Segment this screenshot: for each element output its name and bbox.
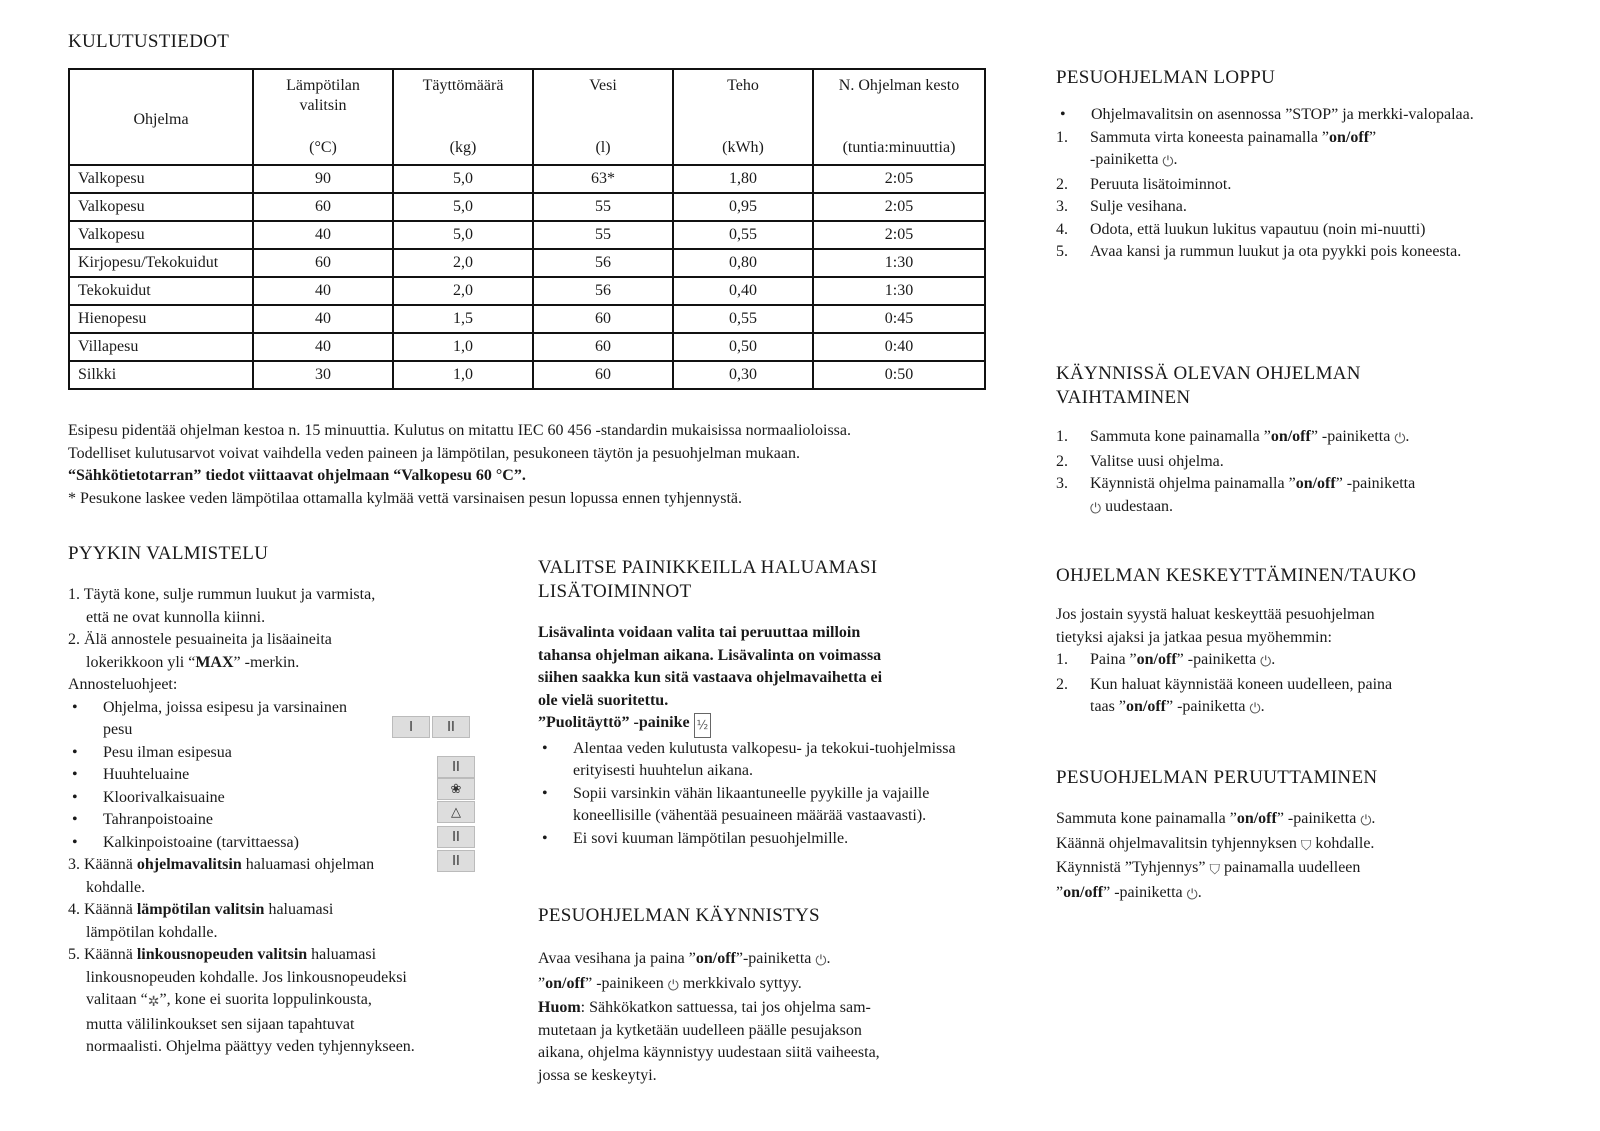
- end-step-2-text: Peruuta lisätoiminnot.: [1090, 175, 1232, 193]
- prep-step-2b: [68, 652, 488, 675]
- table-cell: Kirjopesu/Tekokuidut: [69, 249, 253, 277]
- dosing-item: • Pesu ilman esipesua: [68, 742, 368, 765]
- prep-step-4-text: 4. Käännä: [68, 901, 137, 918]
- table-cell: Hienopesu: [69, 305, 253, 333]
- end-step-5-text: Avaa kansi ja rummun luukut ja ota pyykki pois koneesta.: [1090, 243, 1462, 260]
- table-cell: 0,40: [673, 277, 813, 305]
- half-load-item: • Ei sovi kuuman lämpötilan pesuohjelmille.: [538, 828, 958, 851]
- table-row: [69, 193, 985, 221]
- prep-step-5d: mutta välilinkoukset sen sijaan tapahtuvat: [86, 1015, 355, 1033]
- table-cell: 2:05: [813, 221, 985, 249]
- table-cell: 40: [253, 305, 393, 333]
- end-bullet: • Ohjelmavalitsin on asennossa ”STOP” ja merkki-valopalaa.: [1056, 104, 1486, 127]
- note-energy-label: “Sähkötietotarran” tiedot viittaavat ohjelmaan “Valkopesu 60 °C”.: [68, 467, 526, 484]
- prep-section: [68, 584, 488, 1059]
- prep-step-5e: normaalisti. Ohjelma päättyy veden tyhjennykseen.: [86, 1038, 415, 1055]
- table-cell: 56: [533, 249, 673, 277]
- header-energy: [673, 69, 813, 165]
- half-load-list: [538, 738, 958, 851]
- change-step-1: 1. Sammuta kone painamalla ”on/off” -painiketta ⏻.: [1056, 426, 1486, 451]
- prep-step-1b: että ne ovat kunnolla kiinni.: [86, 608, 266, 626]
- table-cell: 1,0: [393, 361, 533, 389]
- table-header-row: [69, 69, 985, 165]
- no-spin-icon: ✲: [147, 994, 160, 1010]
- table-cell: 1,80: [673, 165, 813, 193]
- start-section: [538, 948, 958, 1087]
- table-row: [69, 333, 985, 361]
- start-line-1-end: ”-painiketta: [735, 950, 812, 967]
- table-cell: 60: [533, 361, 673, 389]
- compartment-ii-icon: II: [437, 850, 475, 872]
- power-icon: ⏻: [1394, 431, 1406, 447]
- half-load-heading: [538, 712, 958, 738]
- change-section: [1056, 426, 1486, 520]
- cancel-line-1: Sammuta kone painamalla ”on/off” -painiketta ⏻.: [1056, 808, 1486, 833]
- table-cell: 30: [253, 361, 393, 389]
- end-step-4-text: Odota, että luukun lukitus vapautuu (noin mi-nuutti): [1090, 220, 1426, 238]
- header-duration-label: N. Ohjelman kesto: [838, 77, 960, 94]
- table-cell: 1,5: [393, 305, 533, 333]
- header-temperature: [253, 69, 393, 165]
- change-step-1-end: ” -painiketta: [1310, 428, 1391, 445]
- cancel-line-4: ”on/off” -painiketta ⏻.: [1056, 882, 1486, 907]
- end-step-2: 2. Peruuta lisätoiminnot.: [1056, 175, 1232, 193]
- power-icon: ⏻: [1249, 701, 1261, 717]
- prep-step-3b: kohdalle.: [86, 878, 146, 896]
- half-load-icon: ½: [694, 713, 712, 738]
- table-row: [69, 305, 985, 333]
- start-line-2-end: merkkivalo syttyy.: [682, 974, 802, 992]
- cancel-line-2-end: kohdalle.: [1315, 834, 1375, 852]
- change-title: [1056, 362, 1361, 410]
- on-off-label: on/off: [1063, 883, 1104, 901]
- end-step-5: 5. Avaa kansi ja rummun luukut ja ota pyykki pois koneesta.: [1056, 243, 1462, 260]
- huom-label: Huom: [538, 999, 581, 1016]
- pause-step-2-text: Kun haluat käynnistää koneen uudelleen, paina: [1090, 675, 1393, 693]
- table-cell: 2:05: [813, 165, 985, 193]
- table-cell: Valkopesu: [69, 193, 253, 221]
- note-prewash: Esipesu pidentää ohjelman kestoa n. 15 minuuttia. Kulutus on mitattu IEC 60 456 -standardin mukaisissa normaalioloissa.: [68, 422, 851, 439]
- start-line-2-mid: ” -painikeen: [585, 974, 664, 992]
- table-cell: 55: [533, 193, 673, 221]
- table-cell: 60: [253, 193, 393, 221]
- compartment-i-icon: I: [392, 716, 430, 738]
- header-temperature-label: Lämpötilan valitsin: [286, 77, 360, 114]
- header-program: Ohjelma: [69, 69, 253, 165]
- prep-title: PYYKIN VALMISTELU: [68, 543, 269, 564]
- options-section: [538, 622, 958, 850]
- on-off-label: on/off: [1295, 475, 1336, 492]
- prep-step-3-bold: ohjelmavalitsin: [136, 856, 242, 873]
- table-cell: 2:05: [813, 193, 985, 221]
- options-note-line: ole vielä suoritettu.: [538, 691, 669, 709]
- dosing-item: • Kalkinpoistoaine (tarvittaessa): [68, 832, 368, 855]
- end-step-1-end: ”: [1369, 128, 1377, 146]
- start-line-1: Avaa vesihana ja paina ”on/off”-painiketta ⏻.: [538, 948, 958, 973]
- change-step-3-end: ” -painiketta: [1335, 475, 1416, 492]
- prep-step-5c: [68, 989, 488, 1014]
- dosing-item: • Huuhteluaine: [68, 764, 368, 787]
- header-water: [533, 69, 673, 165]
- power-icon: ⏻: [1162, 154, 1174, 170]
- prep-step-3-text: 3. Käännä: [68, 856, 137, 873]
- end-step-4: 4. Odota, että luukun lukitus vapautuu (noin mi-nuutti): [1056, 220, 1426, 238]
- pause-title: OHJELMAN KESKEYTTÄMINEN/TAUKO: [1056, 565, 1417, 586]
- end-step-1b: -painiketta: [1090, 151, 1159, 168]
- change-title-line2: VAIHTAMINEN: [1056, 387, 1191, 408]
- table-cell: 0:40: [813, 333, 985, 361]
- start-line-3: [538, 997, 958, 1020]
- header-duration-unit: (tuntia:minuuttia): [842, 139, 956, 156]
- bleach-icon: △: [437, 801, 475, 823]
- table-cell: 0,55: [673, 305, 813, 333]
- compartment-ii-icon: II: [432, 716, 470, 738]
- table-row: [69, 361, 985, 389]
- drain-icon: ⛉: [1209, 862, 1221, 878]
- consumption-notes: [68, 420, 1008, 510]
- options-note-line: siihen saakka kun sitä vastaava ohjelmavaihetta ei: [538, 669, 883, 686]
- table-cell: 0:50: [813, 361, 985, 389]
- table-cell: Valkopesu: [69, 221, 253, 249]
- compartment-ii-icon: II: [437, 756, 475, 778]
- header-water-label: Vesi: [589, 77, 617, 94]
- prep-step-2b-end: ” -merkin.: [233, 653, 300, 671]
- start-line-2-text: ”: [538, 974, 546, 992]
- table-cell: 60: [253, 249, 393, 277]
- on-off-label: on/off: [695, 950, 736, 967]
- pause-intro-2: tietyksi ajaksi ja jatkaa pesua myöhemmin:: [1056, 628, 1332, 646]
- cancel-line-1-end: ” -painiketta: [1276, 810, 1357, 827]
- cancel-line-3-text: Käynnistä ”Tyhjennys”: [1056, 859, 1206, 876]
- table-row: [69, 249, 985, 277]
- table-cell: 5,0: [393, 193, 533, 221]
- half-load-label: ”Puolitäyttö” -painike: [538, 714, 690, 731]
- dosing-item: • Ohjelma, joissa esipesu ja varsinainen pesu: [68, 697, 368, 742]
- table-cell: 0,55: [673, 221, 813, 249]
- prep-step-3: [68, 854, 488, 877]
- start-title: PESUOHJELMAN KÄYNNISTYS: [538, 905, 820, 926]
- cancel-line-4-text: ”: [1056, 883, 1064, 901]
- options-note-line: Lisävalinta voidaan valita tai peruuttaa milloin: [538, 624, 861, 641]
- table-row: [69, 277, 985, 305]
- table-cell: 0,95: [673, 193, 813, 221]
- power-icon: ⏻: [815, 953, 827, 969]
- end-bullet-list: [1056, 104, 1486, 127]
- pause-step-2b-text: taas ”: [1090, 698, 1126, 715]
- prep-step-4-end: haluamasi: [264, 901, 334, 918]
- table-cell: 56: [533, 277, 673, 305]
- change-step-3: 3. Käynnistä ohjelma painamalla ”on/off” -painiketta ⏻ uudestaan.: [1056, 473, 1486, 520]
- pause-step-2: 2. Kun haluat käynnistää koneen uudelleen, paina taas ”on/off” -painiketta ⏻.: [1056, 674, 1486, 721]
- table-cell: 1:30: [813, 277, 985, 305]
- prep-step-5b: linkousnopeuden kohdalle. Jos linkousnopeudeksi: [86, 968, 407, 986]
- change-steps: [1056, 426, 1486, 520]
- cancel-line-1-text: Sammuta kone painamalla ”: [1056, 810, 1237, 827]
- prep-step-2b-text: lokerikkoon yli “: [86, 653, 196, 671]
- table-cell: 2,0: [393, 249, 533, 277]
- header-energy-label: Teho: [727, 77, 759, 94]
- change-title-line1: KÄYNNISSÄ OLEVAN OHJELMAN: [1056, 363, 1361, 384]
- pause-step-1: 1. Paina ”on/off” -painiketta ⏻.: [1056, 649, 1486, 674]
- table-cell: 0,30: [673, 361, 813, 389]
- prep-step-4-bold: lämpötilan valitsin: [136, 901, 265, 918]
- compartment-ii-icon: II: [437, 826, 475, 848]
- on-off-label: on/off: [1125, 698, 1166, 715]
- prep-step-3-end: haluamasi ohjelman: [241, 856, 375, 873]
- prep-step-5-end: haluamasi: [307, 946, 377, 963]
- table-cell: 60: [533, 333, 673, 361]
- options-note-line: tahansa ohjelman aikana. Lisävalinta on voimassa: [538, 646, 882, 664]
- dosing-item: • Kloorivalkaisuaine: [68, 787, 368, 810]
- end-step-3: 3. Sulje vesihana.: [1056, 198, 1187, 215]
- table-cell: 1:30: [813, 249, 985, 277]
- header-load-label: Täyttömäärä: [422, 77, 504, 94]
- table-cell: 0,80: [673, 249, 813, 277]
- note-water-temp: * Pesukone laskee veden lämpötilaa ottamalla kylmää vettä varsinaisen pesun lopussa ennen tyhjennystä.: [68, 489, 743, 507]
- header-load-unit: (kg): [449, 139, 477, 156]
- start-line-6: jossa se keskeytyi.: [538, 1066, 657, 1084]
- change-step-3-text: Käynnistä ohjelma painamalla ”: [1090, 475, 1296, 492]
- prep-step-5c-end: ”, kone ei suorita loppulinkousta,: [159, 991, 372, 1008]
- cancel-line-2-text: Käännä ohjelmavalitsin tyhjennyksen: [1056, 834, 1297, 852]
- on-off-label: on/off: [1329, 128, 1370, 146]
- table-cell: 55: [533, 221, 673, 249]
- table-cell: 5,0: [393, 165, 533, 193]
- end-steps: [1056, 127, 1486, 264]
- table-cell: 5,0: [393, 221, 533, 249]
- on-off-label: on/off: [1136, 651, 1177, 668]
- table-cell: 1,0: [393, 333, 533, 361]
- pause-step-1-text: Paina ”: [1090, 651, 1137, 668]
- header-energy-unit: (kWh): [722, 139, 764, 156]
- half-load-item: • Alentaa veden kulutusta valkopesu- ja tekokui-tuohjelmissa erityisesti huuhtelun aikana.: [538, 738, 958, 783]
- start-line-5: aikana, ohjelma käynnistyy uudestaan siitä vaiheesta,: [538, 1044, 880, 1061]
- table-cell: Silkki: [69, 361, 253, 389]
- note-variation: Todelliset kulutusarvot voivat vaihdella veden paineen ja lämpötilan, pesukoneen täytön ja pesuohjelman mukaan.: [68, 444, 801, 462]
- table-cell: 60: [533, 305, 673, 333]
- change-step-2: 2. Valitse uusi ohjelma.: [1056, 452, 1224, 470]
- prep-step-4: [68, 899, 488, 922]
- prep-step-1: 1. Täytä kone, sulje rummun luukut ja varmista,: [68, 586, 376, 603]
- end-step-1-text: Sammuta virta koneesta painamalla ”: [1090, 128, 1330, 146]
- pause-step-2b-end: ” -painiketta: [1165, 698, 1246, 715]
- table-cell: Villapesu: [69, 333, 253, 361]
- on-off-label: on/off: [1236, 810, 1277, 827]
- prep-step-4b: lämpötilan kohdalle.: [86, 923, 218, 941]
- cancel-line-2: [1056, 833, 1486, 858]
- change-step-3b: uudestaan.: [1105, 497, 1174, 515]
- cancel-line-3: [1056, 857, 1486, 882]
- table-row: [69, 165, 985, 193]
- table-cell: 2,0: [393, 277, 533, 305]
- header-load: [393, 69, 533, 165]
- pause-section: [1056, 604, 1486, 721]
- end-section: [1056, 104, 1486, 264]
- table-cell: 0:45: [813, 305, 985, 333]
- start-line-3-text: : Sähkökatkon sattuessa, tai jos ohjelma sam-: [580, 999, 871, 1016]
- table-cell: 63*: [533, 165, 673, 193]
- table-cell: 0,50: [673, 333, 813, 361]
- start-line-2: [538, 973, 958, 998]
- power-icon: ⏻: [1186, 886, 1198, 903]
- header-water-unit: (l): [595, 139, 611, 156]
- cancel-section: [1056, 808, 1486, 906]
- table-cell: 40: [253, 333, 393, 361]
- table-cell: Valkopesu: [69, 165, 253, 193]
- power-icon: ⏻: [1260, 654, 1272, 670]
- dosing-list: [68, 697, 368, 855]
- table-cell: Tekokuidut: [69, 277, 253, 305]
- prep-step-5-text: 5. Käännä: [68, 946, 137, 963]
- pause-intro-1: Jos jostain syystä haluat keskeyttää pesuohjelman: [1056, 606, 1375, 623]
- start-line-4: mutetaan ja kytketään uudelleen päälle pesujakson: [538, 1021, 862, 1039]
- header-duration: [813, 69, 985, 165]
- cancel-line-3-end: painamalla uudelleen: [1224, 859, 1361, 876]
- options-title: [538, 556, 877, 604]
- prep-step-2: 2. Älä annostele pesuaineita ja lisäaineita: [68, 631, 332, 648]
- dosing-item: • Tahranpoistoaine: [68, 809, 368, 832]
- softener-icon: ❀: [437, 778, 475, 800]
- prep-step-5c-text: valitaan “: [86, 991, 148, 1008]
- table-row: [69, 221, 985, 249]
- header-temperature-unit: (°C): [309, 139, 337, 156]
- prep-step-5: [68, 944, 488, 967]
- on-off-label: on/off: [545, 974, 586, 992]
- cancel-line-4-end: ” -painiketta: [1103, 883, 1183, 901]
- table-cell: 90: [253, 165, 393, 193]
- power-icon: ⏻: [667, 977, 679, 994]
- end-title: PESUOHJELMAN LOPPU: [1056, 67, 1276, 88]
- consumption-table: [68, 68, 986, 390]
- consumption-title: KULUTUSTIEDOT: [68, 31, 230, 52]
- power-icon: ⏻: [1360, 813, 1372, 829]
- pause-step-1-end: ” -painiketta: [1176, 651, 1257, 668]
- change-step-1-text: Sammuta kone painamalla ”: [1090, 428, 1271, 445]
- max-mark: MAX: [195, 653, 234, 671]
- end-step-1: 1. Sammuta virta koneesta painamalla ”on/off” -painiketta ⏻.: [1056, 127, 1486, 174]
- table-cell: 40: [253, 277, 393, 305]
- prep-step-5-bold: linkousnopeuden valitsin: [136, 946, 308, 963]
- power-icon: ⏻: [1090, 500, 1102, 517]
- start-line-1-text: Avaa vesihana ja paina ”: [538, 950, 696, 967]
- change-step-2-text: Valitse uusi ohjelma.: [1090, 452, 1224, 470]
- half-load-item: • Sopii varsinkin vähän likaantuneelle pyykille ja vajaille koneellisille (vähentää pesuaineen määrää vastaavasti).: [538, 783, 958, 828]
- cancel-title: PESUOHJELMAN PERUUTTAMINEN: [1056, 767, 1378, 788]
- on-off-label: on/off: [1270, 428, 1311, 445]
- options-title-line2: LISÄTOIMINNOT: [538, 581, 692, 602]
- table-cell: 40: [253, 221, 393, 249]
- end-step-3-text: Sulje vesihana.: [1090, 198, 1187, 215]
- dosing-heading: Annosteluohjeet:: [68, 676, 178, 693]
- drain-icon: ⛉: [1300, 837, 1312, 854]
- pause-steps: [1056, 649, 1486, 721]
- options-title-line1: VALITSE PAINIKKEILLA HALUAMASI: [538, 557, 878, 578]
